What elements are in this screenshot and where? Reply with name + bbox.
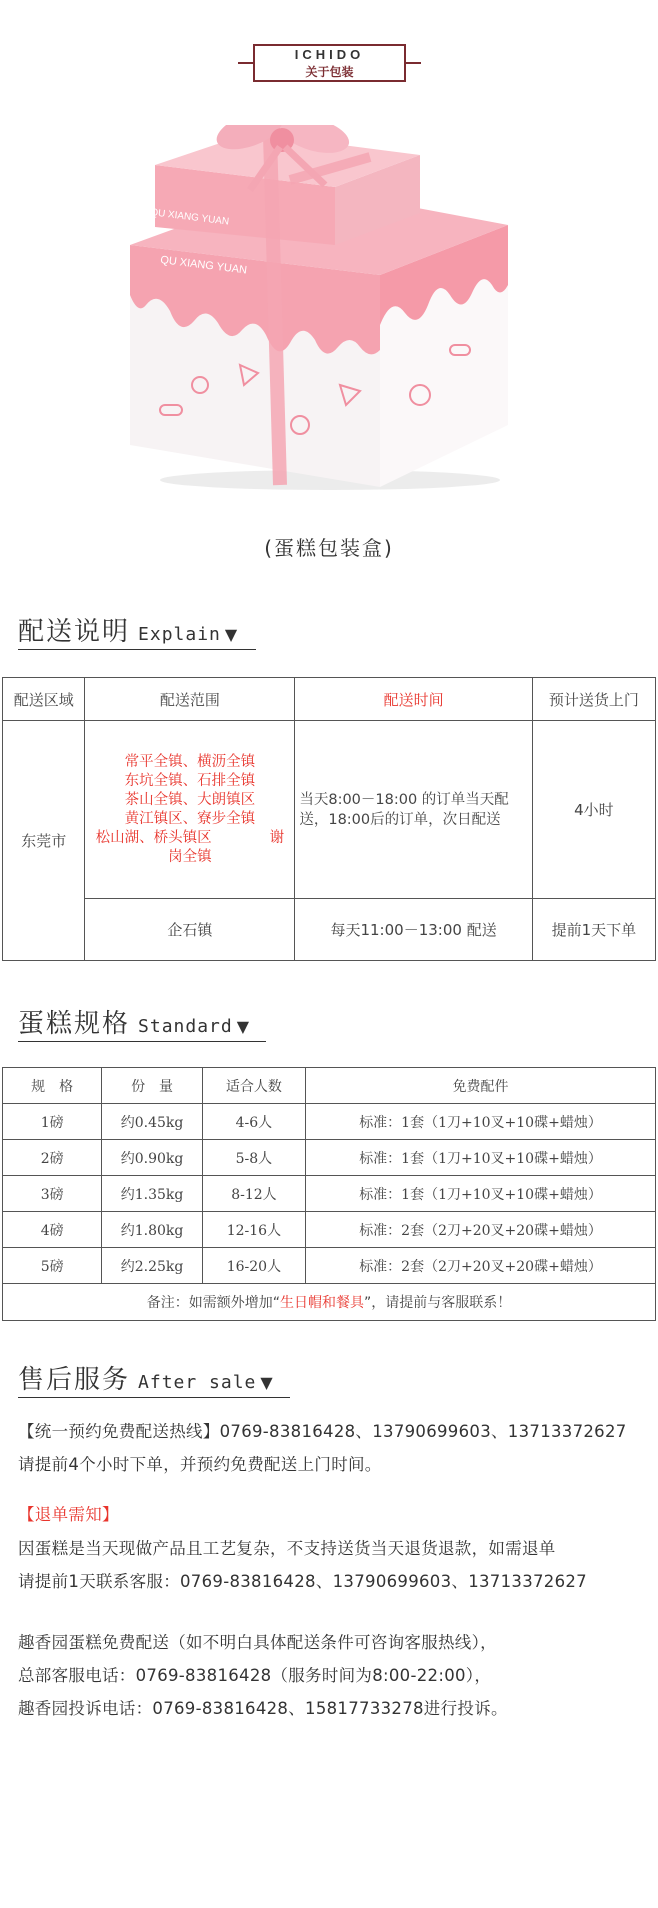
- info-line-1: 趣香园蛋糕免费配送（如不明白具体配送条件可咨询客服热线），: [18, 1633, 497, 1652]
- badge-line-right: [405, 62, 421, 64]
- time-cell-2: 每天11:00－13:00 配送: [295, 899, 532, 961]
- hotline-text: 【统一预约免费配送热线】0769-83816428、13790699603、13713372627: [18, 1422, 627, 1441]
- delivery-underline: [18, 649, 256, 650]
- refund-title: [18, 1500, 119, 1530]
- eta-cell-1: 4小时: [532, 721, 655, 899]
- spec-size: 2磅: [3, 1140, 102, 1176]
- note-prefix: 备注：如需额外增加“: [146, 1295, 280, 1311]
- spec-header-weight: 份 量: [102, 1068, 203, 1104]
- area-line: 黄江镇区、寮步全镇: [124, 810, 256, 827]
- spec-row: [3, 1140, 656, 1176]
- aftersale-title-cn: 售后服务: [18, 1365, 131, 1395]
- spec-size: 5磅: [3, 1248, 102, 1284]
- spec-header-size: 规 格: [3, 1068, 102, 1104]
- area-line: 东坑全镇、石排全镇: [124, 772, 256, 789]
- svg-text:QU XIANG YUAN: QU XIANG YUAN: [159, 254, 248, 277]
- spec-accessories: 标准：1套（1刀+10叉+10碟+蜡烛）: [306, 1140, 656, 1176]
- cake-box-image: [120, 125, 540, 500]
- spec-underline: [18, 1041, 266, 1042]
- spec-header-accessories: 免费配件: [306, 1068, 656, 1104]
- note-highlight: 生日帽和餐具: [280, 1295, 364, 1311]
- spec-title-en: Standard: [138, 1016, 233, 1037]
- spec-note-row: [3, 1284, 656, 1321]
- aftersale-underline: [18, 1397, 290, 1398]
- spec-size: 3磅: [3, 1176, 102, 1212]
- refund-line-1: 因蛋糕是当天现做产品且工艺复杂，不支持送货当天退货退款，如需退单: [18, 1539, 556, 1558]
- spec-people: 16-20人: [202, 1248, 305, 1284]
- city-cell: 东莞市: [3, 721, 85, 961]
- order-advance-text: 请提前4个小时下单，并预约免费配送上门时间。: [18, 1455, 382, 1474]
- note-suffix: ”，请提前与客服联系！: [364, 1295, 512, 1311]
- spec-people: 5-8人: [202, 1140, 305, 1176]
- aftersale-arrow-icon: ▼: [260, 1373, 275, 1392]
- delivery-table: [2, 677, 656, 961]
- area-line: 松山湖、桥头镇区 谢: [95, 829, 285, 846]
- info-line-2: 总部客服电话：0769-83816428（服务时间为8:00-22:00），: [18, 1666, 492, 1685]
- delivery-title: [18, 611, 239, 648]
- delivery-row-1: [3, 721, 656, 899]
- badge-line-left: [238, 62, 254, 64]
- spec-row: [3, 1212, 656, 1248]
- spec-header-row: [3, 1068, 656, 1104]
- spec-title-cn: 蛋糕规格: [18, 1009, 131, 1039]
- spec-header-people: 适合人数: [202, 1068, 305, 1104]
- spec-row: [3, 1104, 656, 1140]
- spec-size: 1磅: [3, 1104, 102, 1140]
- info-line-3: 趣香园投诉电话：0769-83816428、15817733278进行投诉。: [18, 1699, 508, 1718]
- spec-arrow-icon: ▼: [236, 1017, 252, 1036]
- aftersale-title-en: After sale: [138, 1372, 257, 1393]
- header-range: 配送范围: [85, 678, 295, 721]
- spec-note: [3, 1284, 656, 1321]
- spec-weight: 约0.90kg: [102, 1140, 203, 1176]
- areas-cell-1: [85, 721, 295, 899]
- spec-row: [3, 1176, 656, 1212]
- spec-people: 12-16人: [202, 1212, 305, 1248]
- svg-text:QU XIANG YUAN: QU XIANG YUAN: [149, 207, 230, 228]
- spec-accessories: 标准：2套（2刀+20叉+20碟+蜡烛）: [306, 1248, 656, 1284]
- spec-row: [3, 1248, 656, 1284]
- image-caption: (蛋糕包装盒): [264, 536, 394, 560]
- spec-weight: 约2.25kg: [102, 1248, 203, 1284]
- spec-table: [2, 1067, 656, 1321]
- spec-title: [18, 1003, 251, 1040]
- brand-en: ICHIDO: [294, 47, 365, 62]
- spec-accessories: 标准：1套（1刀+10叉+10碟+蜡烛）: [306, 1104, 656, 1140]
- delivery-row-2: [3, 899, 656, 961]
- aftersale-title: [18, 1359, 275, 1396]
- spec-weight: 约0.45kg: [102, 1104, 203, 1140]
- area-line: 茶山全镇、大朗镇区: [124, 791, 256, 808]
- area-line: 岗全镇: [168, 848, 212, 865]
- brand-badge: [253, 44, 406, 82]
- refund-title-text: 【退单需知】: [18, 1505, 119, 1524]
- delivery-header-row: [3, 678, 656, 721]
- spec-accessories: 标准：1套（1刀+10叉+10碟+蜡烛）: [306, 1176, 656, 1212]
- header-region: 配送区域: [3, 678, 85, 721]
- spec-weight: 约1.80kg: [102, 1212, 203, 1248]
- spec-weight: 约1.35kg: [102, 1176, 203, 1212]
- delivery-title-en: Explain: [138, 624, 221, 645]
- area-line: 常平全镇、横沥全镇: [124, 753, 256, 770]
- brand-cn: 关于包装: [305, 65, 354, 79]
- delivery-title-cn: 配送说明: [18, 617, 131, 647]
- header-eta: 预计送货上门: [532, 678, 655, 721]
- refund-line-2: 请提前1天联系客服：0769-83816428、13790699603、13713372627: [18, 1572, 587, 1591]
- delivery-arrow-icon: ▼: [224, 625, 240, 644]
- spec-people: 4-6人: [202, 1104, 305, 1140]
- spec-accessories: 标准：2套（2刀+20叉+20碟+蜡烛）: [306, 1212, 656, 1248]
- time-cell-1: 当天8:00－18:00 的订单当天配送，18:00后的订单，次日配送: [295, 721, 532, 899]
- spec-size: 4磅: [3, 1212, 102, 1248]
- areas-cell-2: 企石镇: [85, 899, 295, 961]
- spec-people: 8-12人: [202, 1176, 305, 1212]
- eta-cell-2: 提前1天下单: [532, 899, 655, 961]
- header-time: 配送时间: [295, 678, 532, 721]
